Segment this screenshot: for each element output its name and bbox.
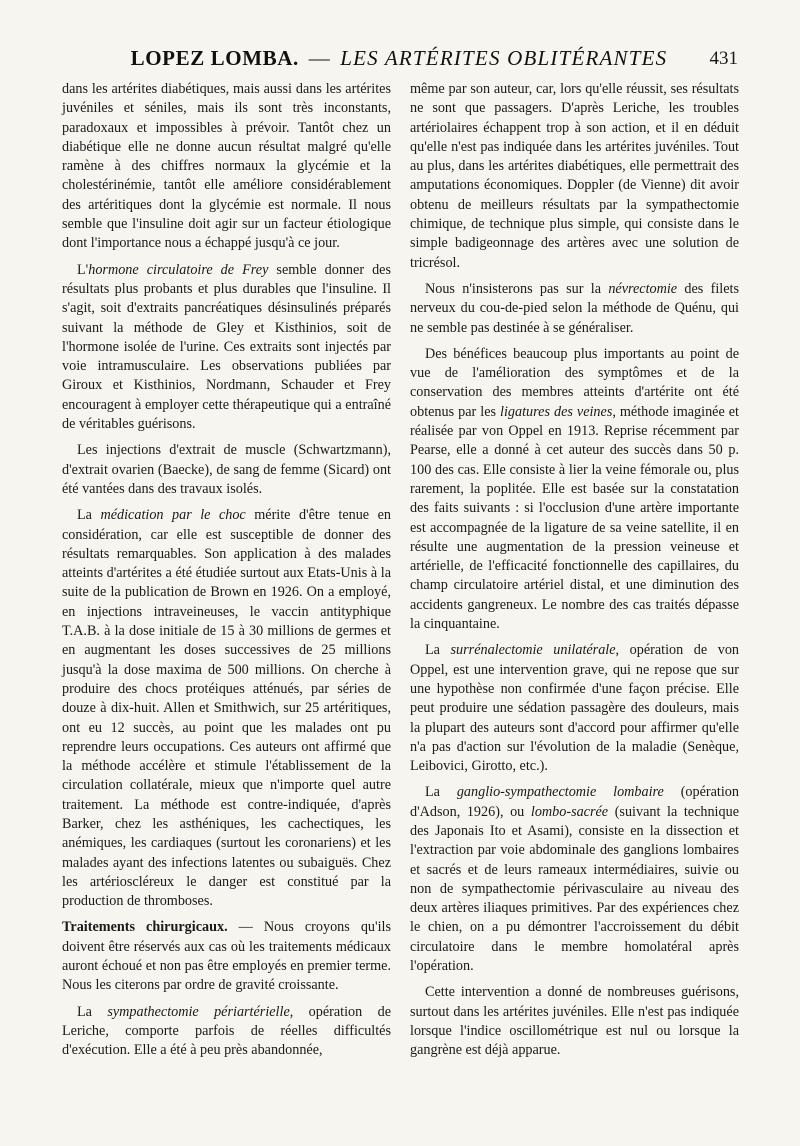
- emphasis-term: lombo-sacrée: [530, 803, 609, 820]
- header-subject: LES ARTÉRITES OBLITÉRANTES: [340, 46, 668, 70]
- page-number: 431: [709, 48, 738, 69]
- text-run: La: [425, 784, 457, 801]
- text-run: Des bénéfices beaucoup plus importants au point de vue de l'amélioration des symptômes et de la conservation des membres atteints d'artérite ont été obtenus par les: [410, 345, 739, 420]
- text-run: — Nous croyons qu'ils doivent être réservés aux cas où les traitements médicaux auront échoué et non pas être employés en premier terme. Nous les citerons par ordre de gravité croissante.: [62, 919, 391, 994]
- text-run: , méthode imaginée et réalisée par von Oppel en 1913. Reprise récemment par Pearse, elle a donné à cet auteur des succès dans 50 p. 100 des cas. Elle consiste à lier la veine fémorale ou, plus rarement, la poplitée. Elle est basée sur la constatation des faits suivants : si l'occlusion d'une artère importante est accompagnée de la ligature de sa veine satellite, il en résulte une augmentation de la pression veineuse et artérielle, de l'efficacité fonctionnelle des capillaires, du champ circulatoire artériel distal, et une diminution des accidents gangreneux. Le nombre des cas traités dépasse la cinquantaine.: [410, 403, 740, 633]
- text-run: (suivant la technique des Japonais Ito et Asami), consiste en la dissection et l'extraction par voie abdominale des ganglions lombaires et sacrés et de leurs rameaux intermédiaires, suivie ou non de sympathectomie périvasculaire au niveau des deux artères iliaques primitives. Par des expériences chez le chien, on a pu démontrer l'accroissement du débit circulatoire dans le membre homolatéral après l'opération.: [410, 803, 739, 975]
- running-header: [60, 40, 738, 76]
- paragraph: [62, 506, 391, 911]
- header-title: [60, 46, 738, 71]
- left-column: [62, 80, 391, 1068]
- paragraph: dans les artérites diabétiques, mais aussi dans les artérites juvéniles et séniles, mais ils sont très inconstants, paradoxaux et impossibles à prévoir. Tantôt chez un diabétique elle ne donne aucun résultat malgré qu'elle ramène à des chiffres normaux la glycémie et la cholestérinémie, tantôt elle améliore considérablement des artéritiques dont la glycémie est normale. Il nous semble que l'insuline doit agir sur un facteur étiologique dont l'importance nous a échappé jusqu'à ce jour.: [62, 81, 391, 252]
- paragraph: [62, 261, 391, 435]
- emphasis-term: sympathectomie périartérielle: [107, 1003, 290, 1020]
- paragraph: Cette intervention a donné de nombreuses guérisons, surtout dans les artérites juvéniles. Elle n'est pas indiquée lorsque l'indice oscillométrique est nul ou lorsque la gangrène est déjà apparue.: [410, 984, 739, 1059]
- paragraph: [410, 280, 739, 338]
- text-run: semble donner des résultats plus probants et plus durables que l'insuline. Il s'agit, soit d'extraits pancréatiques désinsulinés préparés suivant la méthode de Gley et Kisthinios, soit de l'hormone isolée de l'urine. Ces extraits sont injectés par voie intramusculaire. Les observations publiées par Giroux et Kisthinios, Nordmann, Schauder et Frey encouragent à employer cette thérapeutique qui a entraîné de véritables guérisons.: [62, 261, 391, 433]
- emphasis-term: médication par le choc: [100, 507, 246, 524]
- paragraph: même par son auteur, car, lors qu'elle réussit, ses résultats ne sont que passagers. D'après Leriche, les troubles artériolaires échappent trop à son action, et il en déduit qu'elle n'est pas indiquée dans les artérites juvéniles. Tout au plus, dans les artérites diabétiques, elle permettrait des amputations économiques. Doppler (de Vienne) dit avoir obtenu de meilleurs résultats par la sympathectomie chimique, de technique plus simple, qui consiste dans le simple badigeonnage des artères avec une solution de tricrésol.: [410, 81, 739, 271]
- text-run: mérite d'être tenue en considération, car elle est susceptible de donner des résultats remarquables. Son application à des malades atteints d'artérites a été étudiée surtout aux Etats-Unis à la suite de la publication de Brown en 1926. On a employé, en injections intraveineuses, le vaccin antityphique T.A.B. à la dose initiale de 15 à 30 millions de germes et en augmentant les doses successives de 25 millions jusqu'à la dose maxima de 500 millions. On cherche à produire des chocs protéiques atténués, par séries de douze à dix-huit. Allen et Smithwich, sur 25 artéritiques, ont eu 12 succès, au point que les malades ont pu reprendre leurs occupations. Ces auteurs ont affirmé que la méthode accélère et stimule l'établissement de la circulation collatérale, mieux que n'importe quel autre traitement. La méthode est contre-indiquée, d'après Barker, chez les asthéniques, les cachectiques, les anémiques, les cardiaques (surtout les coronariens) et les malades ayant des infections latentes ou subaiguës. Chez les artérioscléreux le danger est constitué par la production de thromboses.: [62, 507, 391, 910]
- text-run: , opération de Leriche, comporte parfois de réelles difficultés d'exécution. Elle a été à peu près abandonnée,: [62, 1003, 391, 1059]
- paragraph: [410, 641, 739, 776]
- emphasis-term: ligatures des veines: [500, 403, 613, 420]
- text-run: Nous n'insisterons pas sur la: [425, 280, 609, 297]
- section-heading: Traitements chirurgicaux.: [62, 919, 228, 936]
- emphasis-term: hormone circulatoire de Frey: [88, 261, 269, 278]
- text-run: , opération de von Oppel, est une intervention grave, qui ne repose que sur une hypothèse non confirmée d'une façon précise. Elle peut produire une sédation passagère des douleurs, mais la plupart des auteurs sont d'accord pour affirmer qu'elle n'a pas d'action sur l'évolution de la maladie (Senèque, Leibovici, Girotto, etc.).: [410, 642, 740, 775]
- text-run: La: [77, 1003, 108, 1020]
- paragraph: [62, 1003, 391, 1061]
- paragraph: [62, 918, 391, 995]
- paragraph: Les injections d'extrait de muscle (Schwartzmann), d'extrait ovarien (Baecke), de sang de femme (Sicard) ont été vantées dans des travaux isolés.: [62, 442, 391, 497]
- header-author: LOPEZ LOMBA.: [130, 46, 299, 70]
- emphasis-term: surrénalectomie unilatérale: [450, 642, 616, 659]
- header-dash: —: [308, 46, 331, 70]
- emphasis-term: ganglio-sympathectomie lombaire: [456, 784, 664, 801]
- right-column: [410, 80, 739, 1068]
- text-run: L': [77, 261, 89, 278]
- text-run: La: [77, 507, 101, 524]
- text-run: des filets nerveux du cou-de-pied selon la méthode de Quénu, qui ne semble pas destinée à se généraliser.: [410, 280, 739, 336]
- paragraph: [410, 345, 739, 634]
- text-run: La: [425, 642, 451, 659]
- text-run: (opération d'Adson, 1926), ou: [410, 784, 739, 820]
- paragraph: [410, 783, 739, 976]
- emphasis-term: névrectomie: [608, 280, 678, 297]
